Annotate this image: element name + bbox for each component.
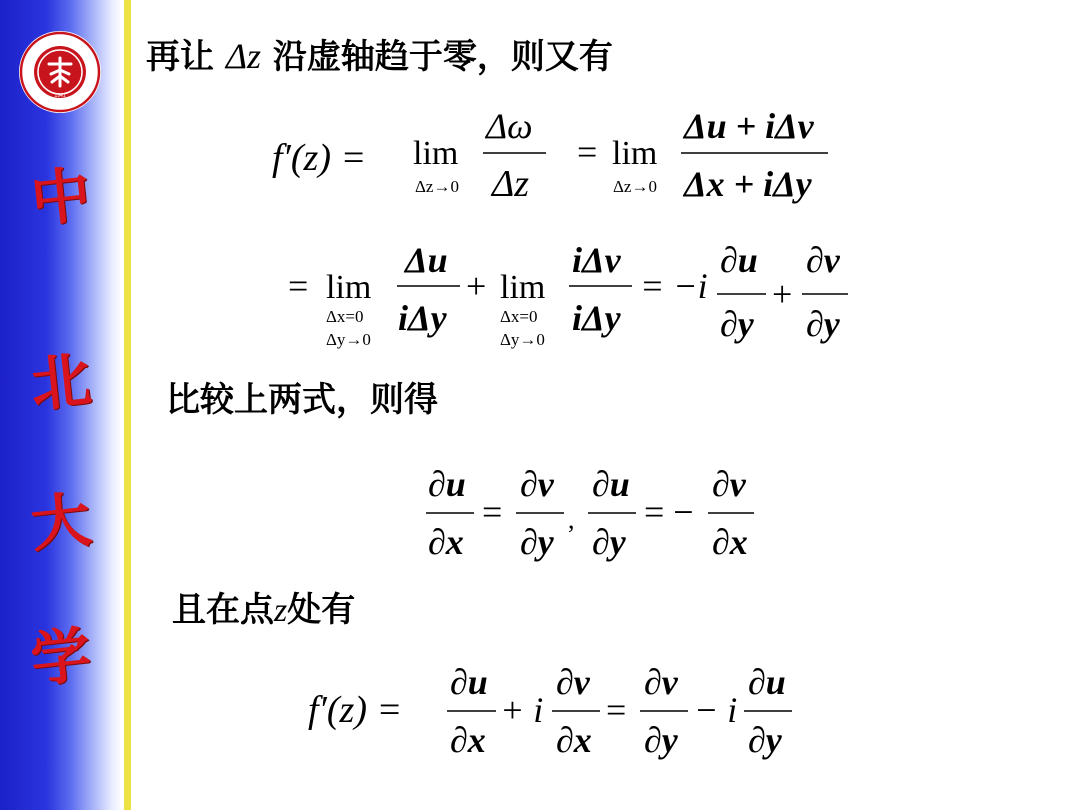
eq1-num-1: Δω [486, 106, 533, 146]
eq2-lim-1: lim [326, 269, 372, 306]
eq2-num-2: iΔv [572, 240, 621, 280]
eq1-den-1: Δz [492, 163, 530, 205]
eq2-sub-1a: Δx=0 [326, 307, 364, 326]
equation-2 [288, 240, 848, 349]
eq2-pnum-2: ∂v [806, 240, 840, 280]
line1-variable: Δz [225, 36, 261, 76]
eq4-equals: = [606, 690, 627, 730]
eq2-plus: + [466, 266, 487, 306]
line3-prefix: 且在点 [172, 590, 274, 630]
eq1-lim-1: lim [413, 135, 459, 172]
eq4-minus-i: − i [694, 690, 738, 730]
sidebar-char-bei: 北 [27, 345, 95, 421]
eq1-den-2: Δx + iΔy [684, 164, 812, 204]
eq4-den-3: ∂y [644, 720, 678, 760]
eq4-den-4: ∂y [748, 720, 782, 760]
line1-prefix: 再让 [146, 37, 214, 77]
eq2-sub-1b: Δy→0 [326, 330, 371, 349]
eq3-eq-minus: = − [644, 492, 694, 532]
eq3-den-1: ∂x [428, 522, 464, 562]
eq3-num-4: ∂v [712, 464, 746, 504]
line3-variable: z [274, 592, 288, 629]
eq2-den-2: iΔy [572, 298, 621, 338]
eq2-lim-2: lim [500, 269, 546, 306]
eq4-den-2: ∂x [556, 720, 592, 760]
eq4-den-1: ∂x [450, 720, 486, 760]
eq3-num-3: ∂u [592, 464, 630, 504]
eq2-sub-2b: Δy→0 [500, 330, 545, 349]
eq2-den-1: iΔy [398, 298, 447, 338]
line1-suffix: 沿虚轴趋于零，则又有 [272, 37, 613, 77]
sidebar-char-xue: 学 [27, 620, 95, 696]
eq2-plus-2: + [772, 274, 793, 314]
eq1-sub-2: Δz→0 [613, 177, 657, 196]
eq1-sub-1: Δz→0 [415, 177, 459, 196]
eq2-pden-2: ∂y [806, 304, 840, 344]
eq1-equals: = [577, 132, 598, 172]
eq1-lim-2: lim [612, 135, 658, 172]
eq3-den-2: ∂y [520, 522, 554, 562]
equation-4 [308, 662, 792, 760]
svg-text:1941: 1941 [54, 93, 66, 99]
eq2-lead-equals: = [288, 266, 309, 306]
eq4-num-4: ∂u [748, 662, 786, 702]
eq2-eq-minus-i: = −i [640, 266, 708, 306]
eq4-plus-i: + i [500, 690, 544, 730]
text-line-2: 比较上两式，则得 [166, 380, 438, 420]
eq1-num-2: Δu + iΔv [684, 106, 814, 146]
eq4-num-3: ∂v [644, 662, 678, 702]
equation-3 [426, 464, 754, 562]
eq3-num-1: ∂u [428, 464, 466, 504]
eq2-pnum-1: ∂u [720, 240, 758, 280]
equation-1 [272, 106, 828, 205]
sidebar-char-zhong: 中 [27, 160, 95, 236]
eq2-num-1: Δu [405, 240, 448, 280]
eq1-lhs: f′(z) = [272, 137, 367, 179]
sidebar-char-da: 大 [27, 485, 95, 561]
eq2-pden-1: ∂y [720, 304, 754, 344]
eq3-equals-1: = [482, 492, 503, 532]
eq3-comma: , [568, 505, 575, 534]
eq3-num-2: ∂v [520, 464, 554, 504]
line3-suffix: 处有 [287, 590, 356, 630]
eq2-sub-2a: Δx=0 [500, 307, 538, 326]
eq4-num-1: ∂u [450, 662, 488, 702]
eq4-lhs: f′(z) = [308, 689, 403, 731]
eq3-den-3: ∂y [592, 522, 626, 562]
eq3-den-4: ∂x [712, 522, 748, 562]
eq4-num-2: ∂v [556, 662, 590, 702]
